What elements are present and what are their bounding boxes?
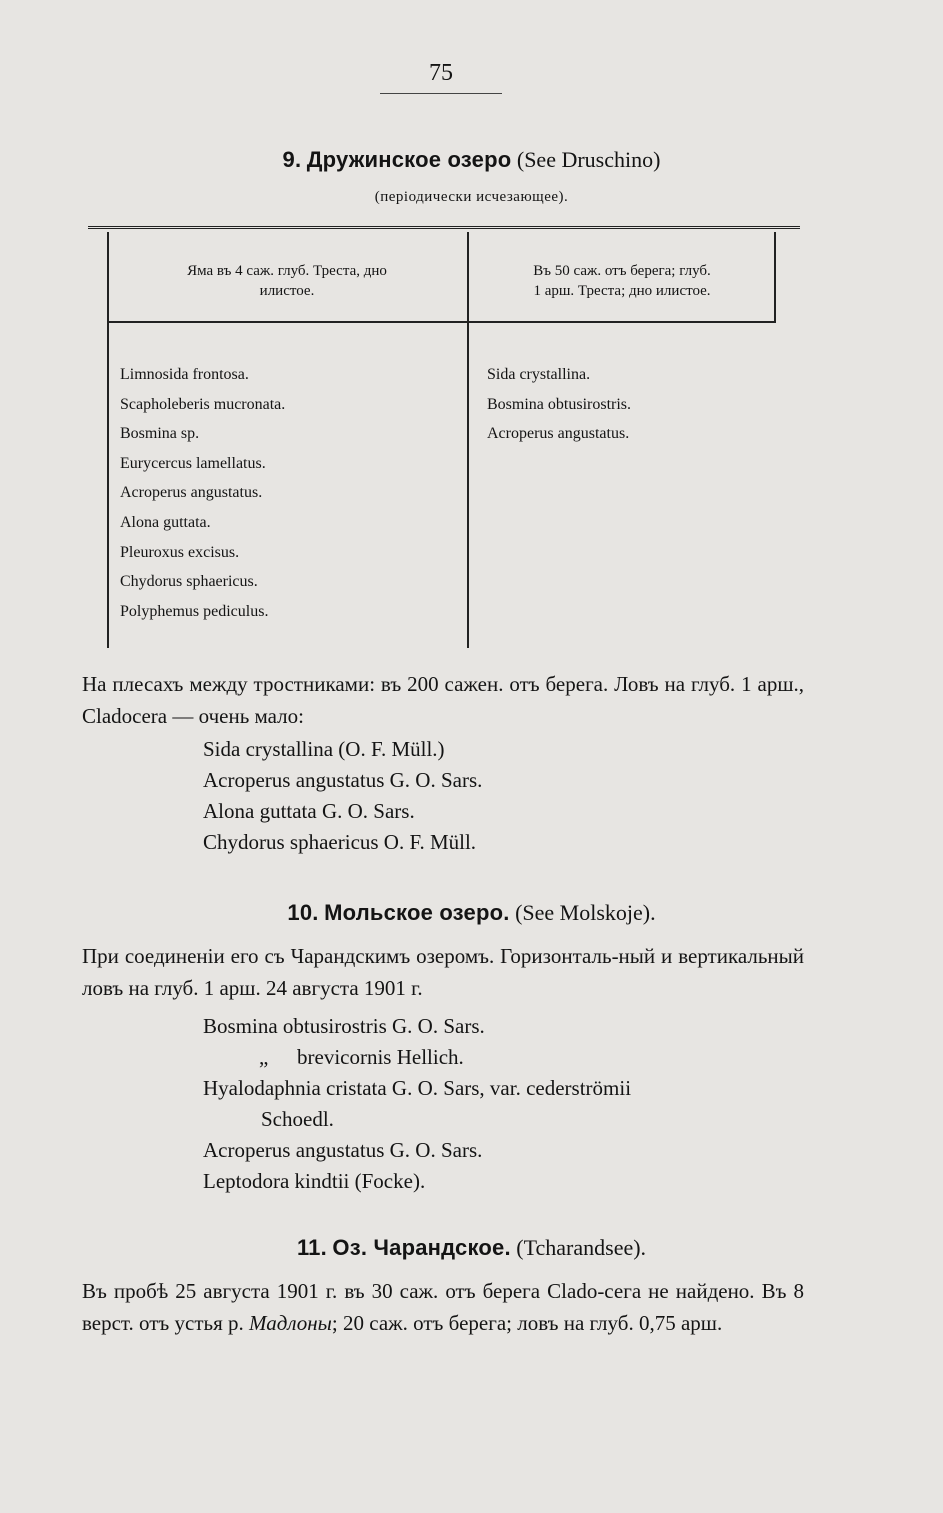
- list-item-continuation: Schoedl.: [261, 1107, 334, 1131]
- section-9-heading: [0, 147, 943, 173]
- list-item: Sida crystallina (O. F. Müll.): [203, 737, 445, 761]
- paragraph-text: Въ пробѣ 25 августа 1901 г. въ 30 саж. отъ берега Clado-сега не найдено. Въ 8 верст. отъ устья р.: [82, 1279, 804, 1335]
- table-left-border: [107, 232, 109, 648]
- list-item: Alona guttata G. O. Sars.: [203, 799, 415, 823]
- section-11-latin: (Tcharandsee).: [516, 1235, 647, 1260]
- species-item: Pleuroxus excisus.: [120, 543, 240, 561]
- table-top-rule: [88, 226, 800, 229]
- paragraph-text: ; 20 саж. отъ берега; ловъ на глуб. 0,75 арш.: [331, 1311, 723, 1335]
- species-item: Polyphemus pediculus.: [120, 602, 269, 620]
- species-item: Sida crystallina.: [487, 366, 591, 383]
- table-column-divider: [467, 232, 469, 648]
- section-10-title: Мольское озеро.: [324, 900, 510, 925]
- list-item: Acroperus angustatus G. O. Sars.: [203, 768, 483, 792]
- paragraph-plesy: На плесахъ между тростниками: въ 200 сажен. отъ берега. Ловъ на глуб. 1 арш., Cladocera — очень мало:: [82, 672, 804, 728]
- table-header-col2-line2: 1 арш. Треста; дно илистое.: [533, 283, 711, 299]
- paragraph-charandskoe: [82, 1275, 804, 1339]
- species-list-2: [203, 1011, 631, 1197]
- section-11-number: 11.: [296, 1235, 327, 1260]
- list-item-text: brevicornis Hellich.: [297, 1045, 464, 1069]
- section-9-number: 9.: [282, 147, 302, 172]
- list-item: Leptodora kindtii (Focke).: [203, 1169, 426, 1193]
- list-item: Acroperus angustatus G. O. Sars.: [203, 1138, 483, 1162]
- section-11-title: Оз. Чарандское.: [332, 1235, 511, 1260]
- table-header-col1: [112, 261, 462, 301]
- section-10-number: 10.: [287, 900, 319, 925]
- list-item: [203, 1042, 631, 1073]
- species-item: Scapholeberis mucronata.: [120, 395, 286, 413]
- section-10-heading: [0, 900, 943, 926]
- table-right-border: [774, 232, 776, 322]
- species-item: Acroperus angustatus.: [487, 425, 630, 443]
- section-11-heading: [0, 1235, 943, 1261]
- species-item: Bosmina obtusirostris.: [487, 395, 632, 413]
- section-10-latin: (See Molskoje).: [515, 900, 656, 925]
- species-item: Chydorus sphaericus.: [120, 573, 258, 591]
- table-header-col2-line1: Въ 50 саж. отъ берега; глуб.: [533, 263, 711, 279]
- table-col1-list: [120, 360, 285, 626]
- table-header-col1-line2: илистое.: [259, 283, 315, 299]
- list-item: Bosmina obtusirostris G. O. Sars.: [203, 1014, 485, 1038]
- section-9-latin: (See Druschino): [516, 147, 661, 172]
- list-item: Hyalodaphnia cristata G. O. Sars, var. cederströmii: [203, 1076, 632, 1100]
- species-list-1: [203, 734, 482, 858]
- species-item: Acroperus angustatus.: [120, 484, 263, 502]
- table-header-rule: [108, 321, 776, 323]
- ditto-mark: „: [259, 1045, 269, 1069]
- species-item: Alona guttata.: [120, 513, 211, 531]
- paragraph-molskoe: При соединеніи его съ Чарандскимъ озеромъ. Горизонталь-ный и вертикальный ловъ на глуб. 1 арш. 24 августа 1901 г.: [82, 944, 804, 1000]
- section-9-subtitle: (періодически исчезающее).: [374, 189, 569, 205]
- list-item: Chydorus sphaericus O. F. Müll.: [203, 830, 477, 854]
- table-col2-list: [487, 360, 631, 449]
- river-name: Мадлоны: [249, 1311, 332, 1335]
- table-header-col2: [472, 261, 772, 301]
- species-item: Limnosida frontosa.: [120, 366, 249, 383]
- page-number: 75: [380, 60, 502, 94]
- section-9-title: Дружинское озеро: [306, 147, 512, 172]
- species-item: Eurycercus lamellatus.: [120, 454, 266, 472]
- species-item: Bosmina sp.: [120, 425, 200, 443]
- table-header-col1-line1: Яма въ 4 саж. глуб. Треста, дно: [187, 263, 387, 279]
